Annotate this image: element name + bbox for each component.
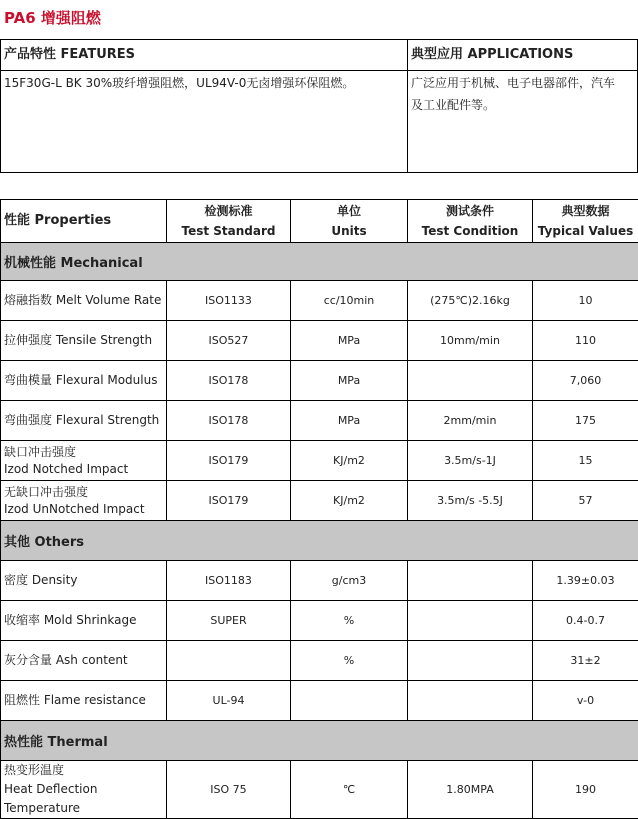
table-cell: g/cm3 [291, 561, 408, 601]
header-standard [167, 200, 291, 243]
table-cell: 175 [533, 401, 638, 441]
table-row [1, 681, 638, 721]
table-cell: ISO527 [167, 321, 291, 361]
table-cell: % [291, 601, 408, 641]
table-row [1, 441, 638, 481]
table-cell: 3.5m/s-1J [408, 441, 533, 481]
table-cell: 7,060 [533, 361, 638, 401]
table-cell: KJ/m2 [291, 441, 408, 481]
table-cell: 57 [533, 481, 638, 521]
table-row [1, 601, 638, 641]
table-cell: ISO179 [167, 481, 291, 521]
section-others: 其他 Others [1, 521, 638, 561]
table-cell: 典型数据 [533, 201, 638, 221]
table-cell: 检测标准 [167, 201, 290, 221]
section-thermal: 热性能 Thermal [1, 721, 638, 761]
table-cell: 1.80MPA [408, 761, 533, 819]
table-row [1, 401, 638, 441]
table-cell: 10mm/min [408, 321, 533, 361]
features-header: 产品特性 FEATURES [4, 46, 135, 64]
table-cell: 弯曲强度 Flexural Strength [1, 401, 167, 441]
table-cell: 2mm/min [408, 401, 533, 441]
table-cell: SUPER [167, 601, 291, 641]
table-row [1, 481, 638, 521]
table-cell: 10 [533, 281, 638, 321]
table-cell: ISO 75 [167, 761, 291, 819]
section-mechanical: 机械性能 Mechanical [1, 243, 638, 281]
table-cell: % [291, 641, 408, 681]
table-cell: UL-94 [167, 681, 291, 721]
table-cell: KJ/m2 [291, 481, 408, 521]
table-cell [1, 441, 167, 481]
table-cell: 测试条件 [408, 201, 532, 221]
table-row [1, 361, 638, 401]
table-cell: MPa [291, 361, 408, 401]
table-cell: 15 [533, 441, 638, 481]
table-cell: 密度 Density [1, 561, 167, 601]
table-cell: 阻燃性 Flame resistance [1, 681, 167, 721]
table-cell: ISO1133 [167, 281, 291, 321]
table-cell: (275℃)2.16kg [408, 281, 533, 321]
table-row [1, 281, 638, 321]
table-row [1, 321, 638, 361]
applications-header: 典型应用 APPLICATIONS [411, 46, 573, 64]
table-cell: v-0 [533, 681, 638, 721]
table-cell: ISO178 [167, 361, 291, 401]
table-cell [167, 641, 291, 681]
section-row [1, 243, 638, 281]
table-cell: 0.4-0.7 [533, 601, 638, 641]
table-cell: 110 [533, 321, 638, 361]
table-cell: ISO1183 [167, 561, 291, 601]
table-header-row [1, 200, 638, 243]
table-cell: Heat Deflection [4, 780, 166, 799]
table-cell: 3.5m/s -5.5J [408, 481, 533, 521]
features-text: 15F30G-L BK 30%玻纤增强阻燃，UL94V-0无卤增强环保阻燃。 [4, 74, 354, 92]
header-property: 性能 Properties [1, 200, 167, 243]
table-cell: 1.39±0.03 [533, 561, 638, 601]
table-cell: 熔融指数 Melt Volume Rate [1, 281, 167, 321]
table-cell: 缺口冲击强度 [4, 444, 166, 461]
table-cell [1, 761, 167, 819]
section-row [1, 521, 638, 561]
spec-table [0, 199, 638, 819]
table-cell: 单位 [291, 201, 407, 221]
table-cell [408, 561, 533, 601]
table-row [1, 761, 638, 819]
table-cell: Izod UnNotched Impact [4, 501, 166, 518]
table-cell: 无缺口冲击强度 [4, 484, 166, 501]
table-cell: Test Condition [408, 221, 532, 241]
table-cell: 灰分含量 Ash content [1, 641, 167, 681]
table-row [1, 561, 638, 601]
table-cell [408, 361, 533, 401]
table-cell [408, 641, 533, 681]
table-cell: Test Standard [167, 221, 290, 241]
page-title: PA6 增强阻燃 [4, 7, 101, 28]
table-cell [1, 481, 167, 521]
table-cell: MPa [291, 321, 408, 361]
divider [407, 39, 408, 173]
applications-text-line2: 及工业配件等。 [411, 96, 495, 114]
table-cell: 190 [533, 761, 638, 819]
divider [0, 70, 638, 71]
table-cell: 热变形温度 [4, 761, 166, 780]
table-cell: MPa [291, 401, 408, 441]
table-cell [408, 681, 533, 721]
header-units [291, 200, 408, 243]
table-cell: Izod Notched Impact [4, 461, 166, 478]
applications-text-line1: 广泛应用于机械、电子电器部件，汽车 [411, 74, 615, 92]
table-cell: ℃ [291, 761, 408, 819]
table-cell: Temperature [4, 799, 166, 818]
table-cell: 31±2 [533, 641, 638, 681]
table-cell [291, 681, 408, 721]
table-cell: 拉伸强度 Tensile Strength [1, 321, 167, 361]
header-condition [408, 200, 533, 243]
table-cell: Units [291, 221, 407, 241]
table-cell: Typical Values [533, 221, 638, 241]
table-cell: cc/10min [291, 281, 408, 321]
table-cell: 弯曲模量 Flexural Modulus [1, 361, 167, 401]
table-row [1, 641, 638, 681]
table-cell: 收缩率 Mold Shrinkage [1, 601, 167, 641]
section-row [1, 721, 638, 761]
table-cell [408, 601, 533, 641]
header-values [533, 200, 638, 243]
table-cell: ISO178 [167, 401, 291, 441]
table-cell: ISO179 [167, 441, 291, 481]
